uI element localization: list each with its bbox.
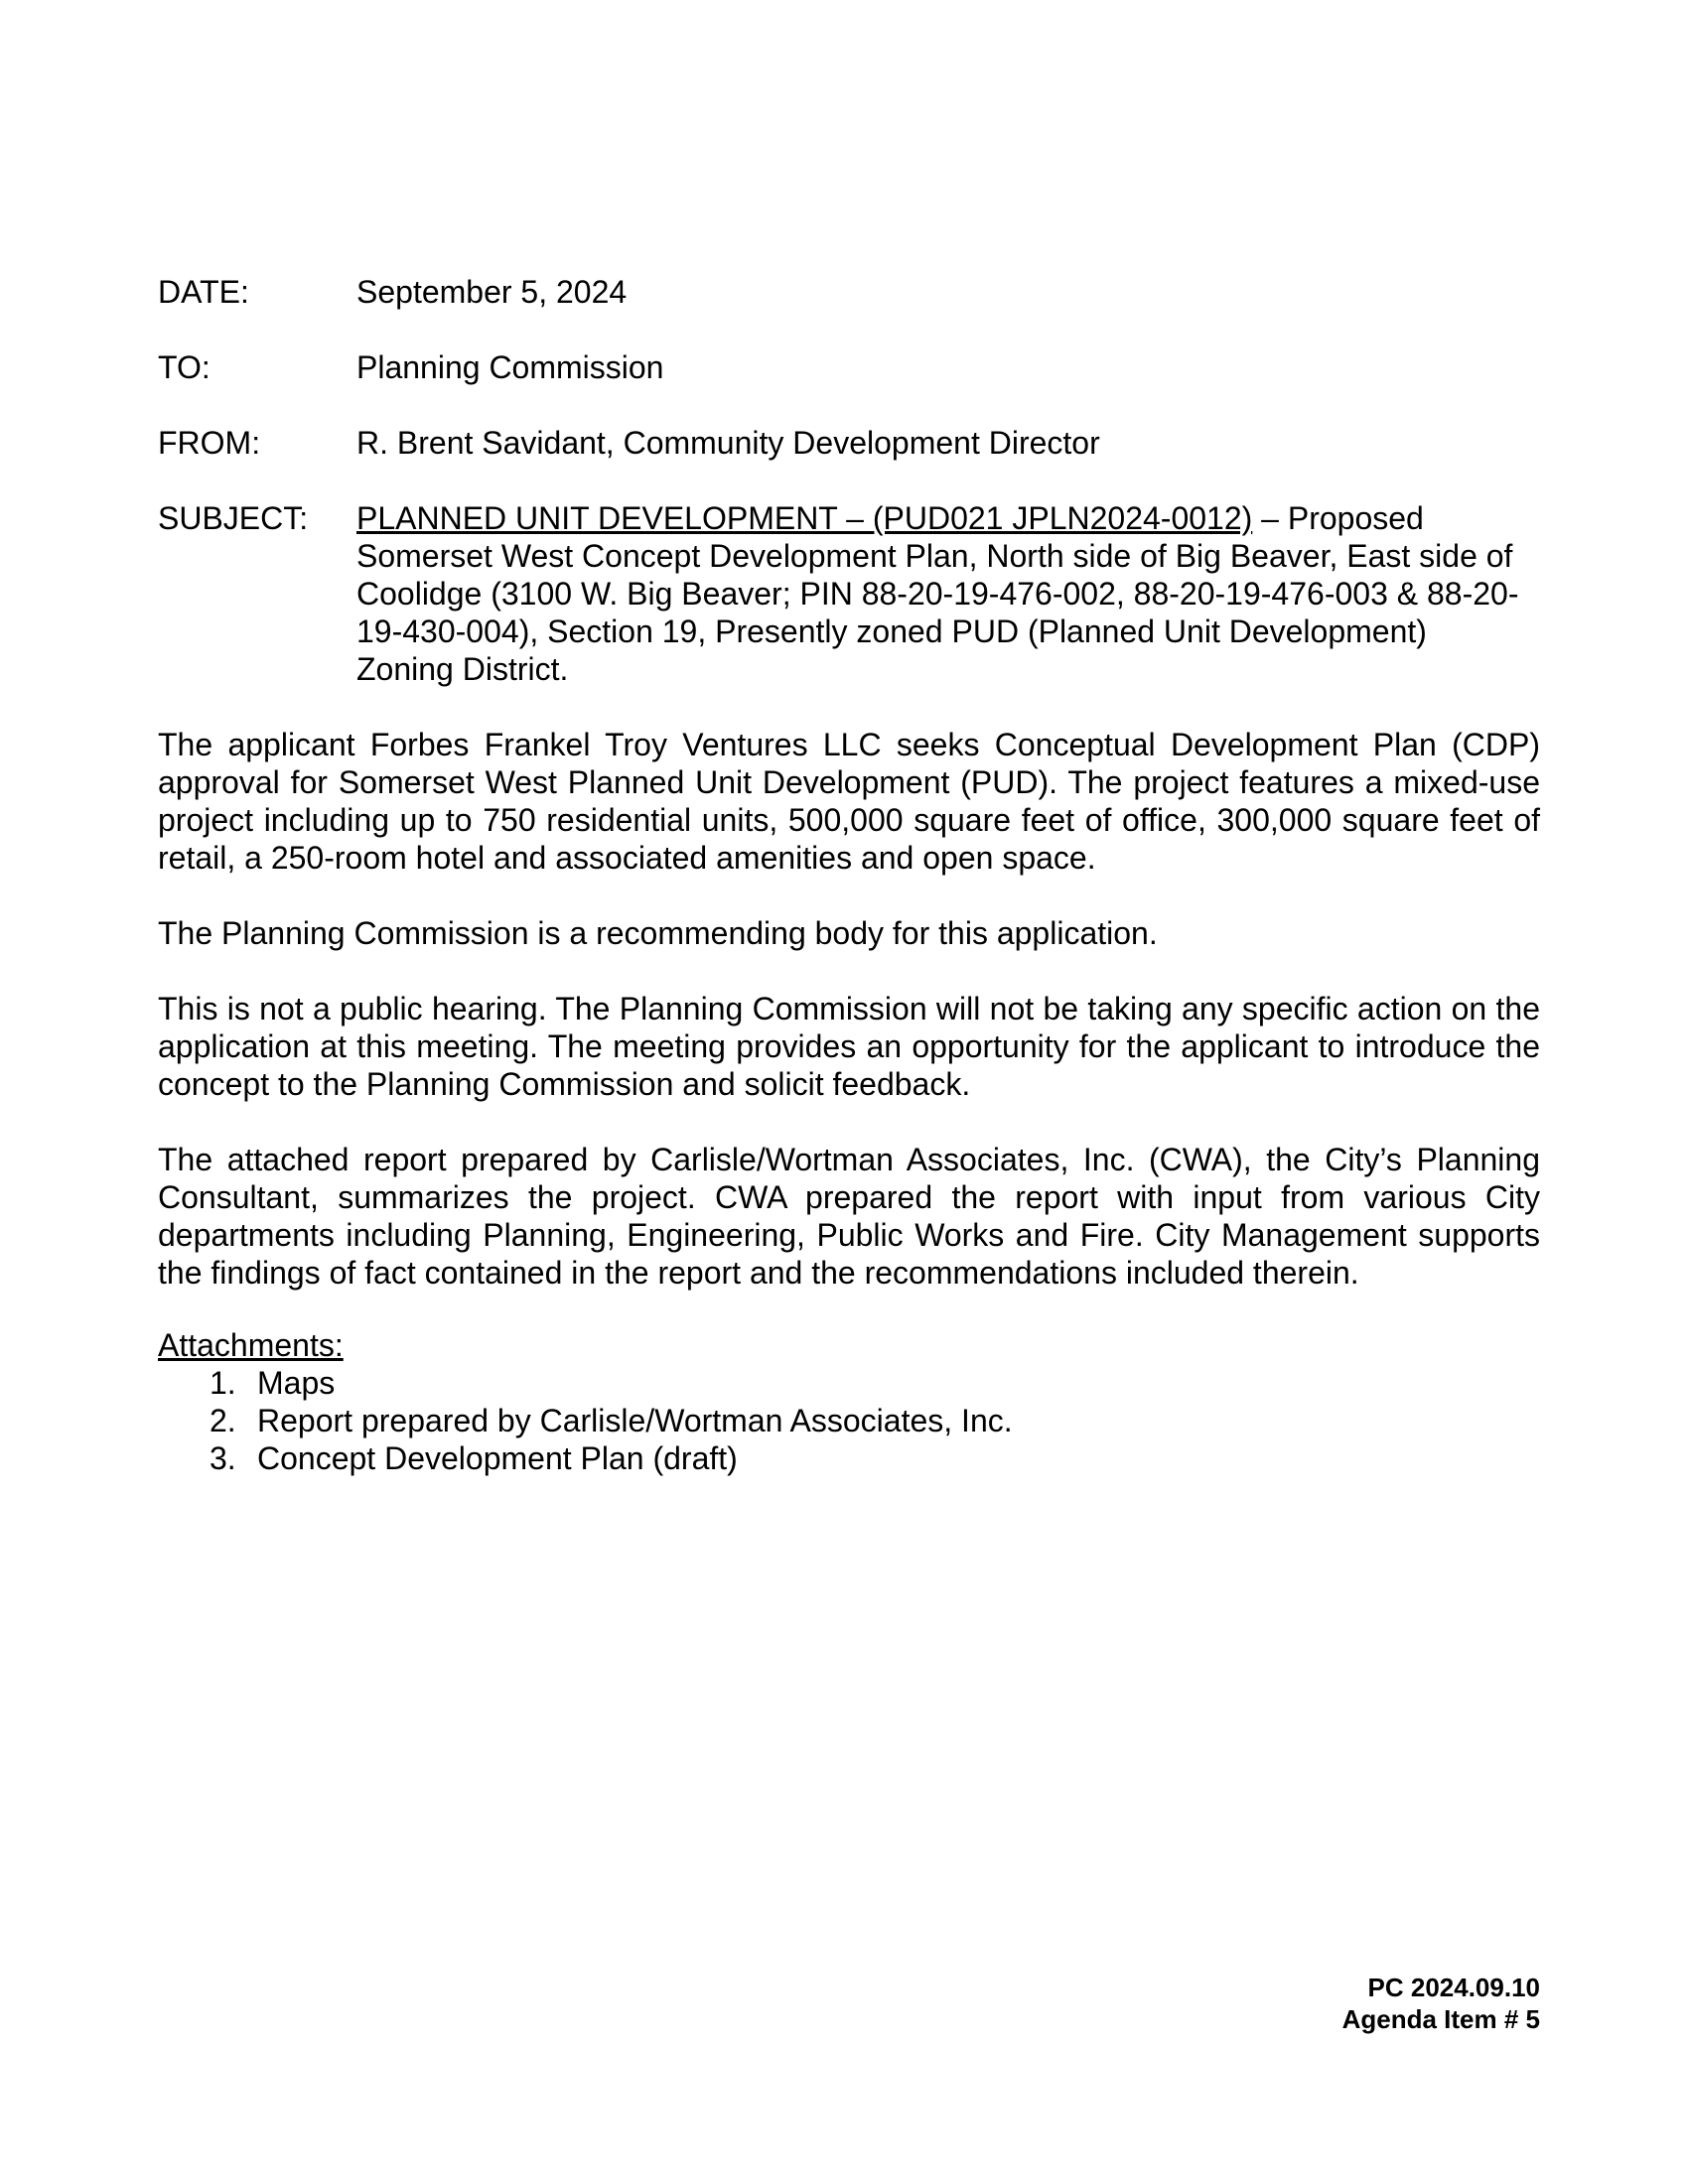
subject-line-5: Zoning District. bbox=[356, 651, 569, 687]
footer-agenda-reference bbox=[1342, 1972, 1540, 2035]
attachment-text: Concept Development Plan (draft) bbox=[257, 1440, 738, 1476]
list-item bbox=[158, 1439, 1013, 1477]
attachment-text: Maps bbox=[257, 1365, 336, 1401]
date-value: September 5, 2024 bbox=[356, 274, 628, 310]
from-value: R. Brent Savidant, Community Development Director bbox=[356, 425, 1100, 461]
paragraph-report-description: The attached report prepared by Carlisle/Wortman Associates, Inc. (CWA), the City’s Planning Consultant, summarizes the project. CWA prepared the report with input from various City departments including Planning, Engineering, Public Works and Fire. City Management supports the findings of fact contained in the report and the recommendations included therein. bbox=[158, 1142, 1540, 1291]
attachment-text: Report prepared by Carlisle/Wortman Associates, Inc. bbox=[257, 1403, 1013, 1438]
paragraph-recommending-body: The Planning Commission is a recommending body for this application. bbox=[158, 915, 1158, 951]
paragraph-not-public-hearing: This is not a public hearing. The Planning Commission will not be taking any specific action on the application at this meeting. The meeting provides an opportunity for the applicant to introduce the concept to the Planning Commission and solicit feedback. bbox=[158, 991, 1540, 1102]
subject-value bbox=[356, 499, 1540, 688]
subject-line-1 bbox=[356, 499, 1540, 537]
to-value: Planning Commission bbox=[356, 349, 664, 385]
attachment-number: 2. bbox=[210, 1403, 236, 1438]
footer-meeting-code: PC 2024.09.10 bbox=[1367, 1973, 1540, 2002]
paragraph-application-summary: The applicant Forbes Frankel Troy Ventures LLC seeks Conceptual Development Plan (CDP) approval for Somerset West Planned Unit Development (PUD). The project features a mixed-use project including up to 750 residential units, 500,000 square feet of office, 300,000 square feet of retail, a 250-room hotel and associated amenities and open space. bbox=[158, 727, 1540, 876]
subject-row bbox=[158, 499, 1540, 688]
list-item bbox=[158, 1364, 1013, 1402]
footer-agenda-item: Agenda Item # 5 bbox=[1341, 2004, 1540, 2034]
list-item bbox=[158, 1402, 1013, 1439]
attachment-number: 1. bbox=[210, 1365, 236, 1401]
subject-label: SUBJECT: bbox=[158, 500, 309, 536]
subject-line-4: 19-430-004), Section 19, Presently zoned PUD (Planned Unit Development) bbox=[356, 614, 1427, 649]
attachment-number: 3. bbox=[210, 1440, 236, 1476]
subject-line-3: Coolidge (3100 W. Big Beaver; PIN 88-20-19-476-002, 88-20-19-476-003 & 88-20- bbox=[356, 576, 1519, 612]
date-label: DATE: bbox=[158, 274, 249, 310]
subject-case-number: PLANNED UNIT DEVELOPMENT – (PUD021 JPLN2024-0012) bbox=[356, 500, 1253, 536]
subject-line-1-rest: – Proposed bbox=[1252, 500, 1424, 536]
date-row bbox=[158, 273, 1540, 311]
from-row bbox=[158, 424, 1540, 462]
to-row bbox=[158, 348, 1540, 386]
to-label: TO: bbox=[158, 349, 211, 385]
from-label: FROM: bbox=[158, 425, 261, 461]
subject-line-2: Somerset West Concept Development Plan, North side of Big Beaver, East side of bbox=[356, 538, 1513, 574]
attachments-list bbox=[158, 1364, 1013, 1477]
attachments-heading: Attachments: bbox=[158, 1327, 344, 1363]
